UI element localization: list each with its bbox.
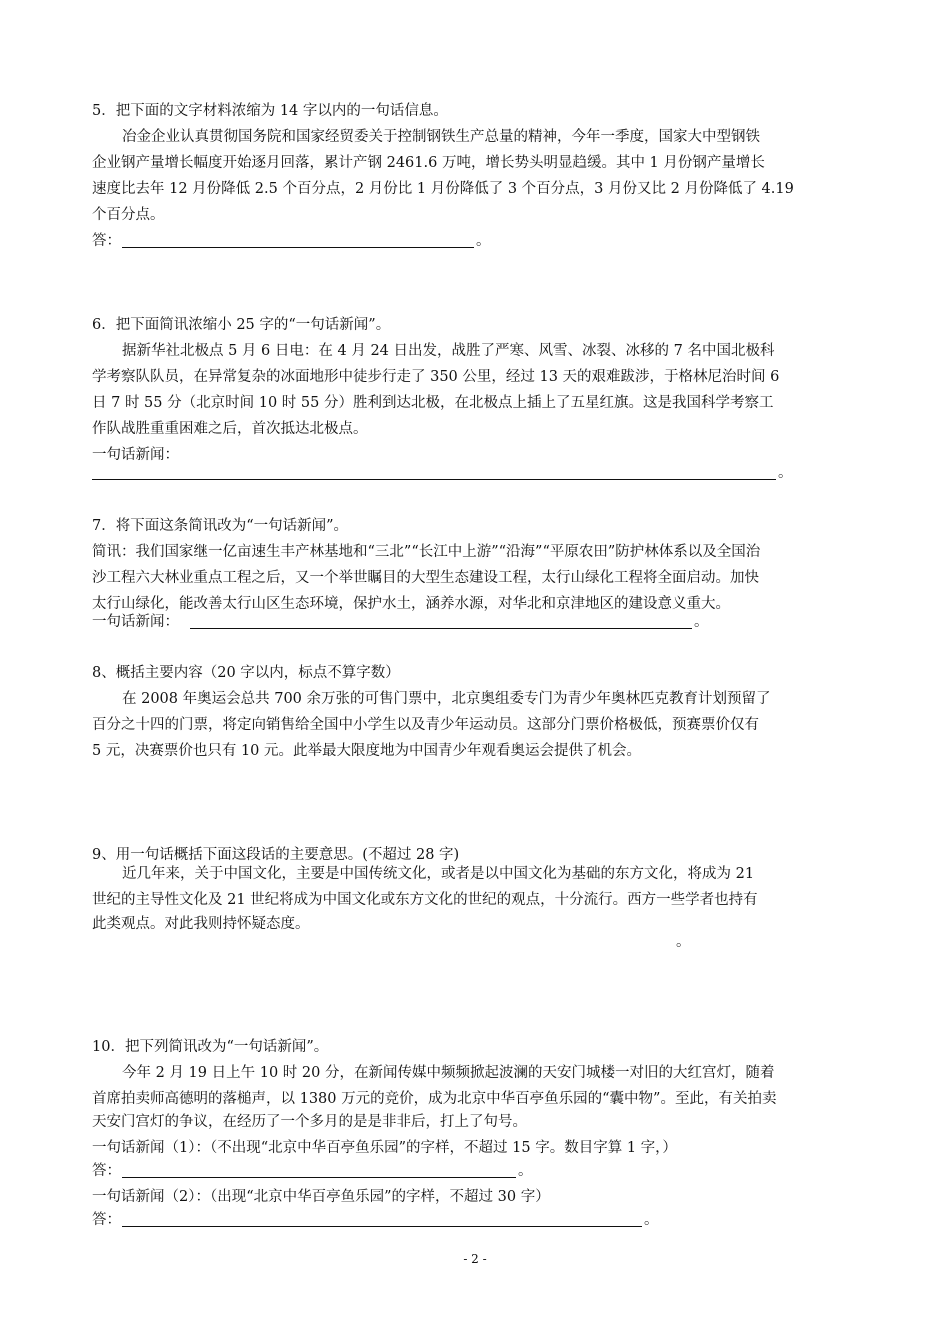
q6-para-line: 日 7 时 55 分（北京时间 10 时 55 分）胜利到达北极，在北极点上插上了五星红旗。这是我国科学考察工: [92, 395, 774, 411]
q8-para-line: 百分之十四的门票，将定向销售给全国中小学生以及青少年运动员。这部分门票价格极低，预赛票价仅有: [92, 717, 759, 733]
page-number: - 2 -: [463, 1252, 487, 1266]
q6-para-line: 作队战胜重重困难之后，首次抵达北极点。: [92, 421, 368, 437]
q9-para-line: 近几年来，关于中国文化，主要是中国传统文化，或者是以中国文化为基础的东方文化，将成为 21: [122, 866, 755, 882]
q8-para-line: 在 2008 年奥运会总共 700 余万张的可售门票中，北京奥组委专门为青少年奥林匹克教育计划预留了: [122, 691, 771, 707]
q9-title: 9、用一句话概括下面这段话的主要意思。(不超过 28 字): [92, 847, 460, 863]
q10-requirement-1: 一句话新闻（1）：（不出现“北京中华百亭鱼乐园”的字样，不超过 15 字。数目字算 1 字，）: [92, 1140, 677, 1156]
q5-para-line: 个百分点。: [92, 207, 165, 223]
q10-answer-2-blank[interactable]: [122, 1226, 642, 1227]
q7-para-line: 太行山绿化，能改善太行山区生态环境，保护水土，涵养水源，对华北和京津地区的建设意义重大。: [92, 596, 730, 612]
q5-para-line: 速度比去年 12 月份降低 2.5 个百分点，2 月份比 1 月份降低了 3 个百分点，3 月份又比 2 月份降低了 4.19: [92, 181, 794, 197]
q5-answer-blank[interactable]: [122, 247, 474, 248]
q9-answer-end: 。: [676, 934, 691, 950]
q6-answer-blank[interactable]: [92, 479, 776, 480]
q5-para-line: 企业钢产量增长幅度开始逐月回落，累计产钢 2461.6 万吨，增长势头明显趋缓。其中 1 月份钢产量增长: [92, 155, 765, 171]
q10-para-line: 天安门宫灯的争议，在经历了一个多月的是是非非后，打上了句号。: [92, 1114, 527, 1130]
q7-answer-blank[interactable]: [190, 628, 692, 629]
q5-para-line: 冶金企业认真贯彻国务院和国家经贸委关于控制钢铁生产总量的精神，今年一季度，国家大中型钢铁: [122, 129, 760, 145]
q9-para-line: 此类观点。对此我则持怀疑态度。: [92, 916, 310, 932]
q10-answer-1-label: 答：: [92, 1163, 121, 1179]
q7-para-line: 沙工程六大林业重点工程之后，又一个举世瞩目的大型生态建设工程，太行山绿化工程将全面启动。加快: [92, 570, 759, 586]
q6-answer-label: 一句话新闻：: [92, 447, 179, 463]
q10-para-line: 首席拍卖师高德明的落槌声，以 1380 万元的竞价，成为北京中华百亭鱼乐园的“囊中物”。至此，有关拍卖: [92, 1091, 777, 1107]
q10-answer-1-end: 。: [518, 1163, 533, 1179]
q10-requirement-2: 一句话新闻（2）：（出现“北京中华百亭鱼乐园”的字样，不超过 30 字）: [92, 1189, 550, 1205]
q10-answer-2-label: 答：: [92, 1212, 121, 1228]
q7-title: 7．将下面这条简讯改为“一句话新闻”。: [92, 518, 349, 534]
q10-answer-1-blank[interactable]: [122, 1177, 516, 1178]
q10-answer-2-end: 。: [644, 1212, 659, 1228]
q7-answer-end: 。: [694, 614, 709, 630]
q6-title: 6．把下面简讯浓缩小 25 字的“一句话新闻”。: [92, 317, 391, 333]
q10-title: 10．把下列简讯改为“一句话新闻”。: [92, 1039, 329, 1055]
q6-answer-end: 。: [778, 465, 793, 481]
q8-para-line: 5 元，决赛票价也只有 10 元。此举最大限度地为中国青少年观看奥运会提供了机会。: [92, 743, 642, 759]
q5-answer-end: 。: [476, 233, 491, 249]
q5-title: 5．把下面的文字材料浓缩为 14 字以内的一句话信息。: [92, 103, 448, 119]
q6-para-line: 学考察队队员，在异常复杂的冰面地形中徒步行走了 350 公里，经过 13 天的艰难跋涉，于格林尼治时间 6: [92, 369, 780, 385]
q6-para-line: 据新华社北极点 5 月 6 日电：在 4 月 24 日出发，战胜了严寒、风雪、冰裂、冰移的 7 名中国北极科: [122, 343, 775, 359]
q8-title: 8、概括主要内容（20 字以内，标点不算字数）: [92, 665, 400, 681]
q5-answer-label: 答：: [92, 233, 121, 249]
q7-answer-label: 一句话新闻：: [92, 614, 179, 630]
q10-para-line: 今年 2 月 19 日上午 10 时 20 分，在新闻传媒中频频掀起波澜的天安门城楼一对旧的大红宫灯，随着: [122, 1065, 775, 1081]
q7-para-line: 简讯：我们国家继一亿亩速生丰产林基地和“三北”“长江中上游”“沿海”“平原农田”防护林体系以及全国治: [92, 544, 761, 560]
q9-para-line: 世纪的主导性文化及 21 世纪将成为中国文化或东方文化的世纪的观点，十分流行。西方一些学者也持有: [92, 892, 758, 908]
